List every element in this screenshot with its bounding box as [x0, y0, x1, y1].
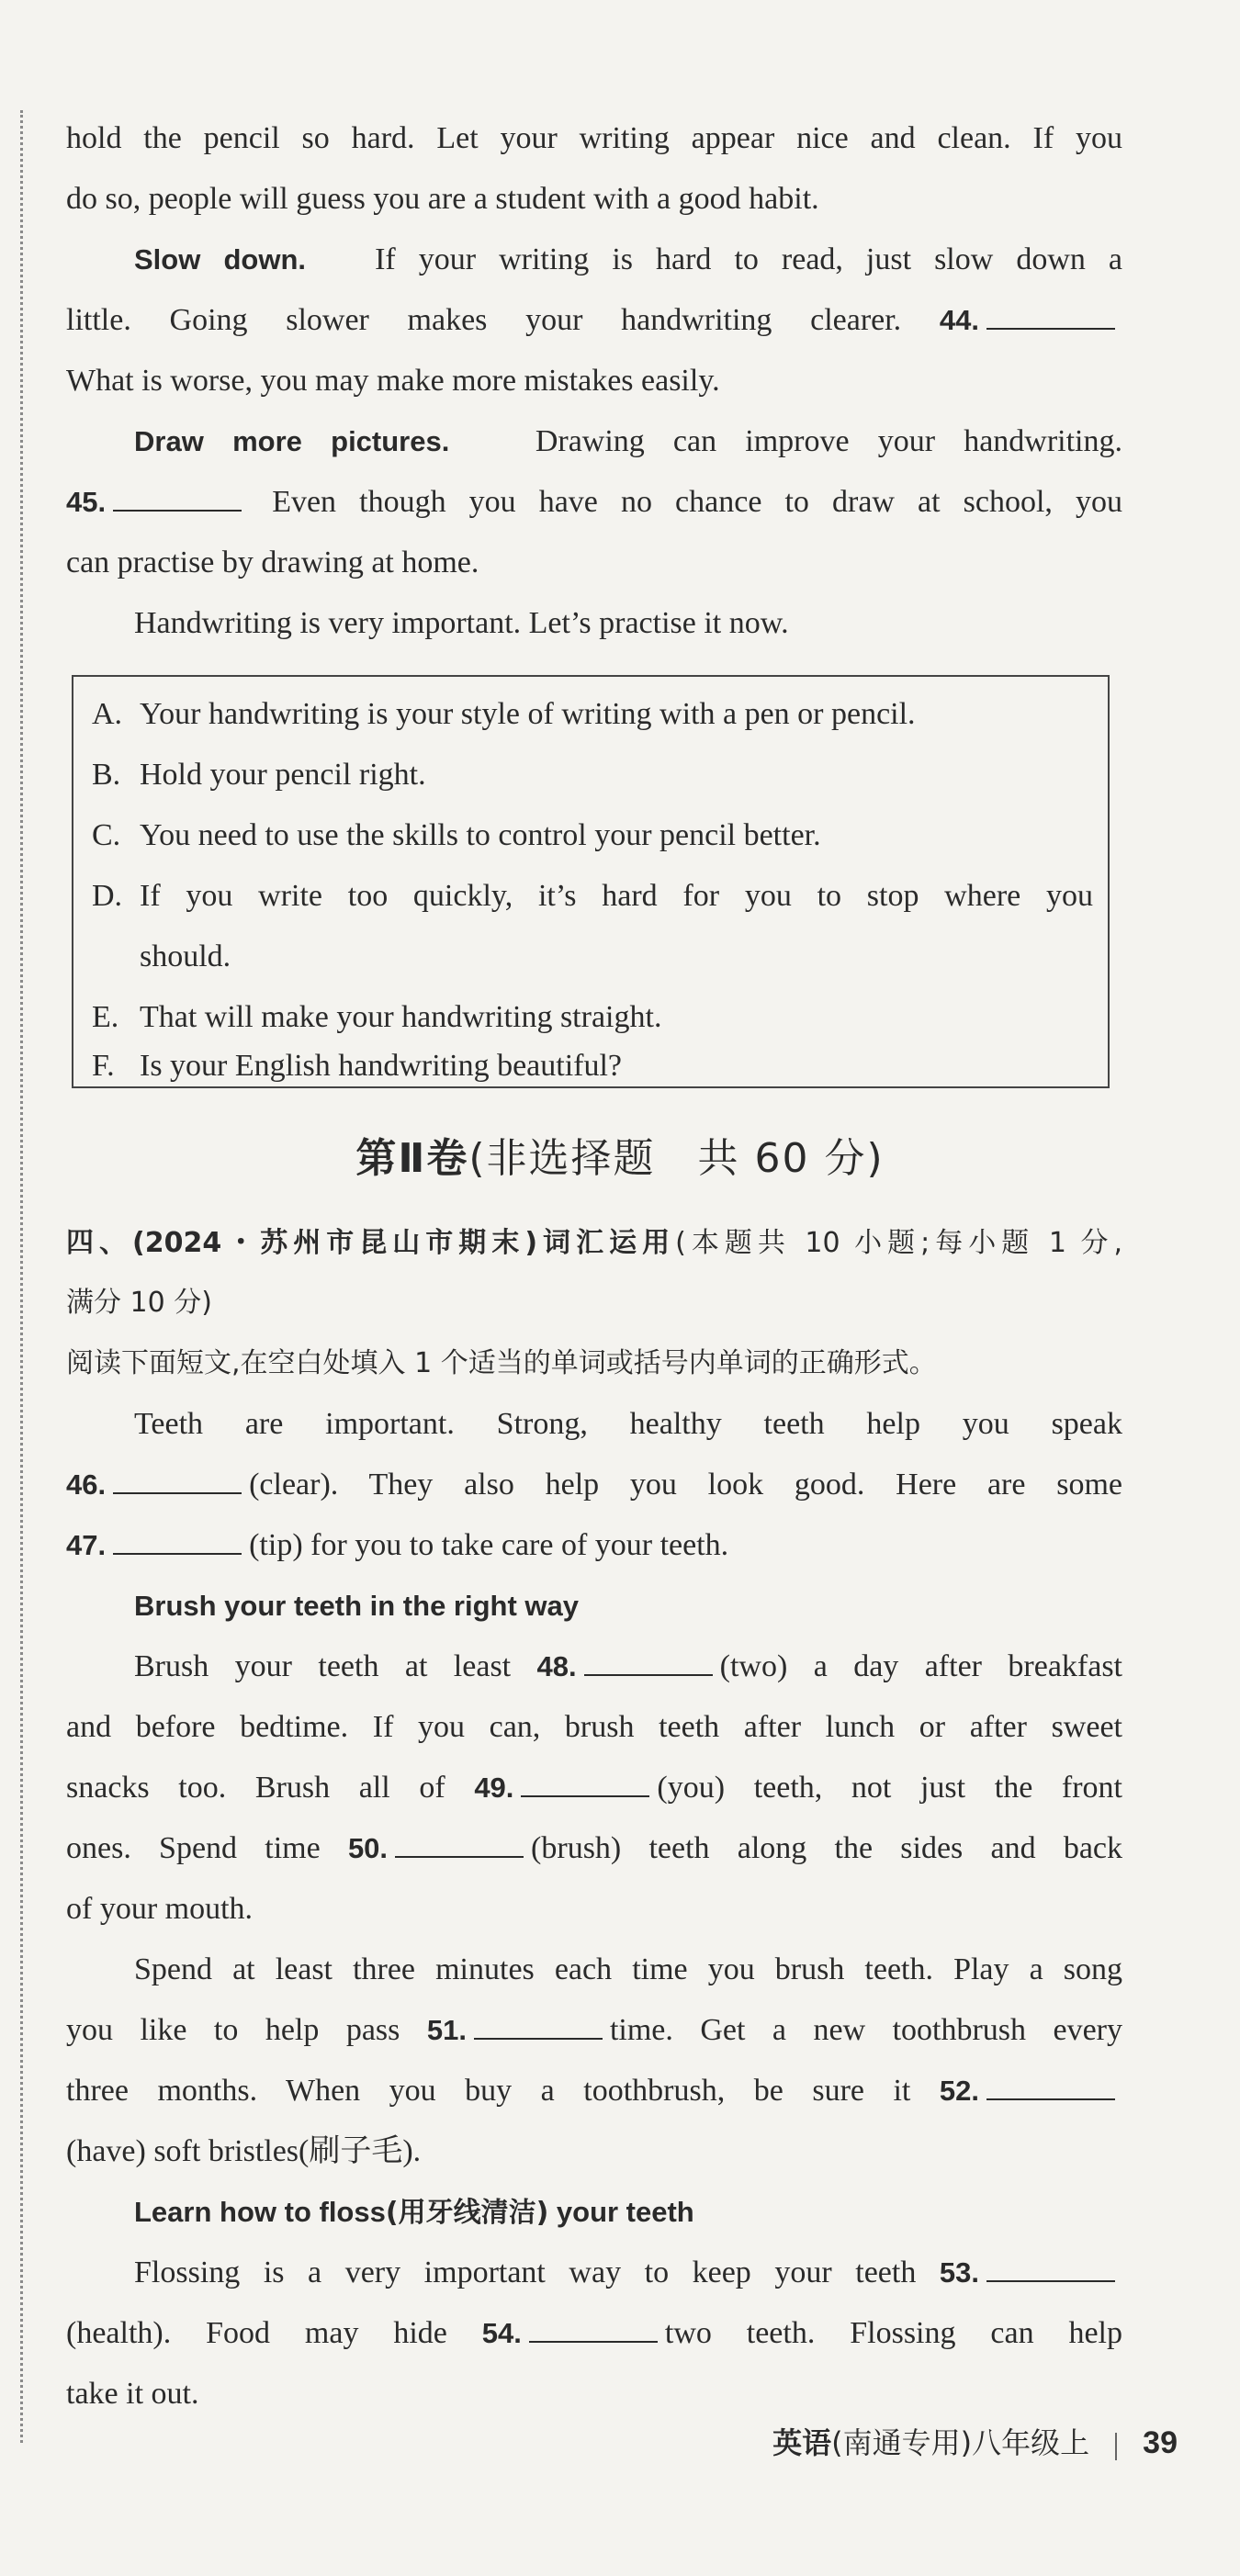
page-number: 39 — [1143, 2425, 1178, 2460]
subheading-text: Learn how to floss — [134, 2196, 386, 2228]
option-letter: B. — [92, 758, 121, 792]
part4-heading-source: 四、(2024・苏州市昆山市期末) — [66, 1227, 538, 1259]
question-number-48: 48. — [536, 1650, 577, 1682]
option-letter: A. — [92, 697, 123, 731]
text-span: Brush your teeth at least — [134, 1649, 512, 1683]
answer-blank-45[interactable] — [113, 484, 242, 512]
footer-divider — [1115, 2433, 1117, 2460]
text-span: (you) teeth, not just the front — [657, 1771, 1122, 1805]
text-line — [66, 1758, 1122, 1818]
option-letter: D. — [92, 879, 123, 913]
subheading-text: your teeth — [548, 2196, 694, 2228]
section-title-main: 第Ⅱ卷 — [355, 1135, 469, 1182]
question-number-51: 51. — [426, 2014, 467, 2046]
option-letter: C. — [92, 818, 121, 852]
text-line — [66, 2000, 1122, 2061]
text-span: (brush) teeth along the sides and back — [531, 1831, 1122, 1865]
subheading-gloss: (用牙线清洁) — [385, 2197, 549, 2229]
text-line — [66, 1455, 1122, 1515]
option-text: Your handwriting is your style of writing with a pen or pencil. — [140, 697, 916, 731]
answer-blank-54[interactable] — [529, 2315, 658, 2343]
footer-grade: 八年级上 — [972, 2425, 1090, 2460]
text-span: two teeth. Flossing can help — [664, 2316, 1122, 2350]
question-number-45: 45. — [66, 486, 107, 518]
text-line — [66, 1818, 1122, 1879]
text-line — [66, 290, 1122, 351]
text-line — [66, 2061, 1122, 2121]
text-line: Spend at least three minutes each time you brush teeth. Play a song — [134, 1952, 1122, 1986]
heading-slow-down: Slow down. — [134, 243, 307, 276]
text-line: Teeth are important. Strong, healthy teeth help you speak — [134, 1407, 1122, 1441]
option-b — [92, 745, 1093, 805]
answer-blank-49[interactable] — [521, 1770, 649, 1797]
answer-blank-53[interactable] — [986, 2255, 1115, 2282]
text-span: (health). Food may hide — [66, 2316, 447, 2350]
subheading-brush — [134, 1576, 1122, 1637]
option-text: Hold your pencil right. — [140, 758, 426, 792]
page-footer — [772, 2415, 1178, 2470]
text-span: ones. Spend time — [66, 1831, 321, 1865]
text-line — [66, 1515, 1122, 1576]
text-span: little. Going slower makes your handwriting clearer. — [66, 303, 902, 337]
option-text: Is your English handwriting beautiful? — [140, 1049, 623, 1083]
text-line: and before bedtime. If you can, brush teeth after lunch or after sweet — [66, 1710, 1122, 1744]
answer-blank-50[interactable] — [395, 1830, 524, 1858]
option-f — [92, 1048, 1093, 1085]
text-line — [66, 472, 1122, 533]
answer-blank-51[interactable] — [474, 2012, 603, 2040]
option-a — [92, 684, 1093, 745]
option-text: You need to use the skills to control your pencil better. — [140, 818, 821, 852]
text-span: If your writing is hard to read, just slow down a — [375, 242, 1122, 276]
text-span: three months. When you buy a toothbrush, be sure it — [66, 2074, 911, 2108]
text-line: of your mouth. — [66, 1892, 254, 1926]
option-d-continuation: should. — [140, 939, 231, 973]
question-number-53: 53. — [939, 2256, 979, 2289]
text-span: Drawing can improve your handwriting. — [535, 424, 1122, 458]
option-letter: E. — [92, 1000, 119, 1034]
text-span: Even though you have no chance to draw at school, you — [272, 485, 1122, 519]
answer-blank-48[interactable] — [584, 1648, 713, 1676]
text-span: (two) a day after breakfast — [719, 1649, 1122, 1683]
question-number-52: 52. — [939, 2075, 980, 2107]
answer-blank-52[interactable] — [986, 2073, 1115, 2100]
text-span: you like to help pass — [66, 2013, 400, 2047]
option-d — [92, 866, 1093, 927]
question-number-54: 54. — [481, 2317, 522, 2349]
text-span: (clear). They also help you look good. Here are some — [249, 1468, 1122, 1502]
text-line: What is worse, you may make more mistakes easily. — [66, 364, 720, 398]
paragraph-draw-more — [134, 411, 1122, 472]
heading-draw-more: Draw more pictures. — [134, 425, 450, 457]
option-e — [92, 987, 1093, 1048]
text-line: can practise by drawing at home. — [66, 546, 479, 579]
part4-heading-line2: 满分 10 分) — [66, 1287, 212, 1319]
text-line — [66, 2303, 1122, 2364]
text-line — [134, 1637, 1122, 1697]
text-span: time. Get a new toothbrush every — [609, 2013, 1122, 2047]
text-line: Handwriting is very important. Let’s practise it now. — [134, 606, 789, 640]
binding-margin-dotted-line — [20, 110, 23, 2443]
footer-edition: (南通专用) — [831, 2425, 973, 2460]
footer-book-title — [772, 2425, 1089, 2460]
section-title-sub: (非选择题 共 60 分) — [468, 1135, 885, 1182]
question-number-44: 44. — [939, 304, 979, 336]
footer-subject: 英语 — [772, 2425, 832, 2460]
section-title — [0, 1125, 1240, 1184]
text-line — [134, 2243, 1122, 2303]
answer-blank-46[interactable] — [113, 1467, 242, 1494]
text-line: do so, people will guess you are a student with a good habit. — [66, 182, 819, 216]
part4-instruction: 阅读下面短文,在空白处填入 1 个适当的单词或括号内单词的正确形式。 — [66, 1347, 937, 1379]
text-span: Flossing is a very important way to keep your teeth — [134, 2255, 917, 2289]
subheading-floss — [134, 2182, 1122, 2243]
paragraph-slow-down — [134, 230, 1122, 290]
text-span: (tip) for you to take care of your teeth. — [249, 1528, 729, 1562]
option-text: If you write too quickly, it’s hard for you to stop where you — [140, 879, 1093, 913]
question-number-47: 47. — [66, 1529, 107, 1561]
subheading-text: Brush your teeth in the right way — [134, 1590, 579, 1622]
answer-blank-44[interactable] — [986, 302, 1115, 330]
part4-heading-type: 词汇运用 — [537, 1227, 676, 1259]
question-number-49: 49. — [474, 1772, 514, 1804]
question-number-50: 50. — [347, 1832, 389, 1864]
text-span: snacks too. Brush all of — [66, 1771, 445, 1805]
text-line: (have) soft bristles(刷子毛). — [66, 2134, 422, 2168]
options-box — [72, 675, 1110, 1088]
part4-heading — [66, 1212, 1122, 1273]
option-c — [92, 805, 1093, 866]
answer-blank-47[interactable] — [113, 1527, 242, 1555]
text-line: take it out. — [66, 2377, 199, 2411]
text-line: hold the pencil so hard. Let your writing appear nice and clean. If you — [66, 121, 1122, 155]
option-letter: F. — [92, 1049, 115, 1083]
part4-heading-detail: (本题共 10 小题;每小题 1 分, — [675, 1227, 1122, 1259]
question-number-46: 46. — [66, 1468, 107, 1501]
option-text: That will make your handwriting straight. — [140, 1000, 662, 1034]
